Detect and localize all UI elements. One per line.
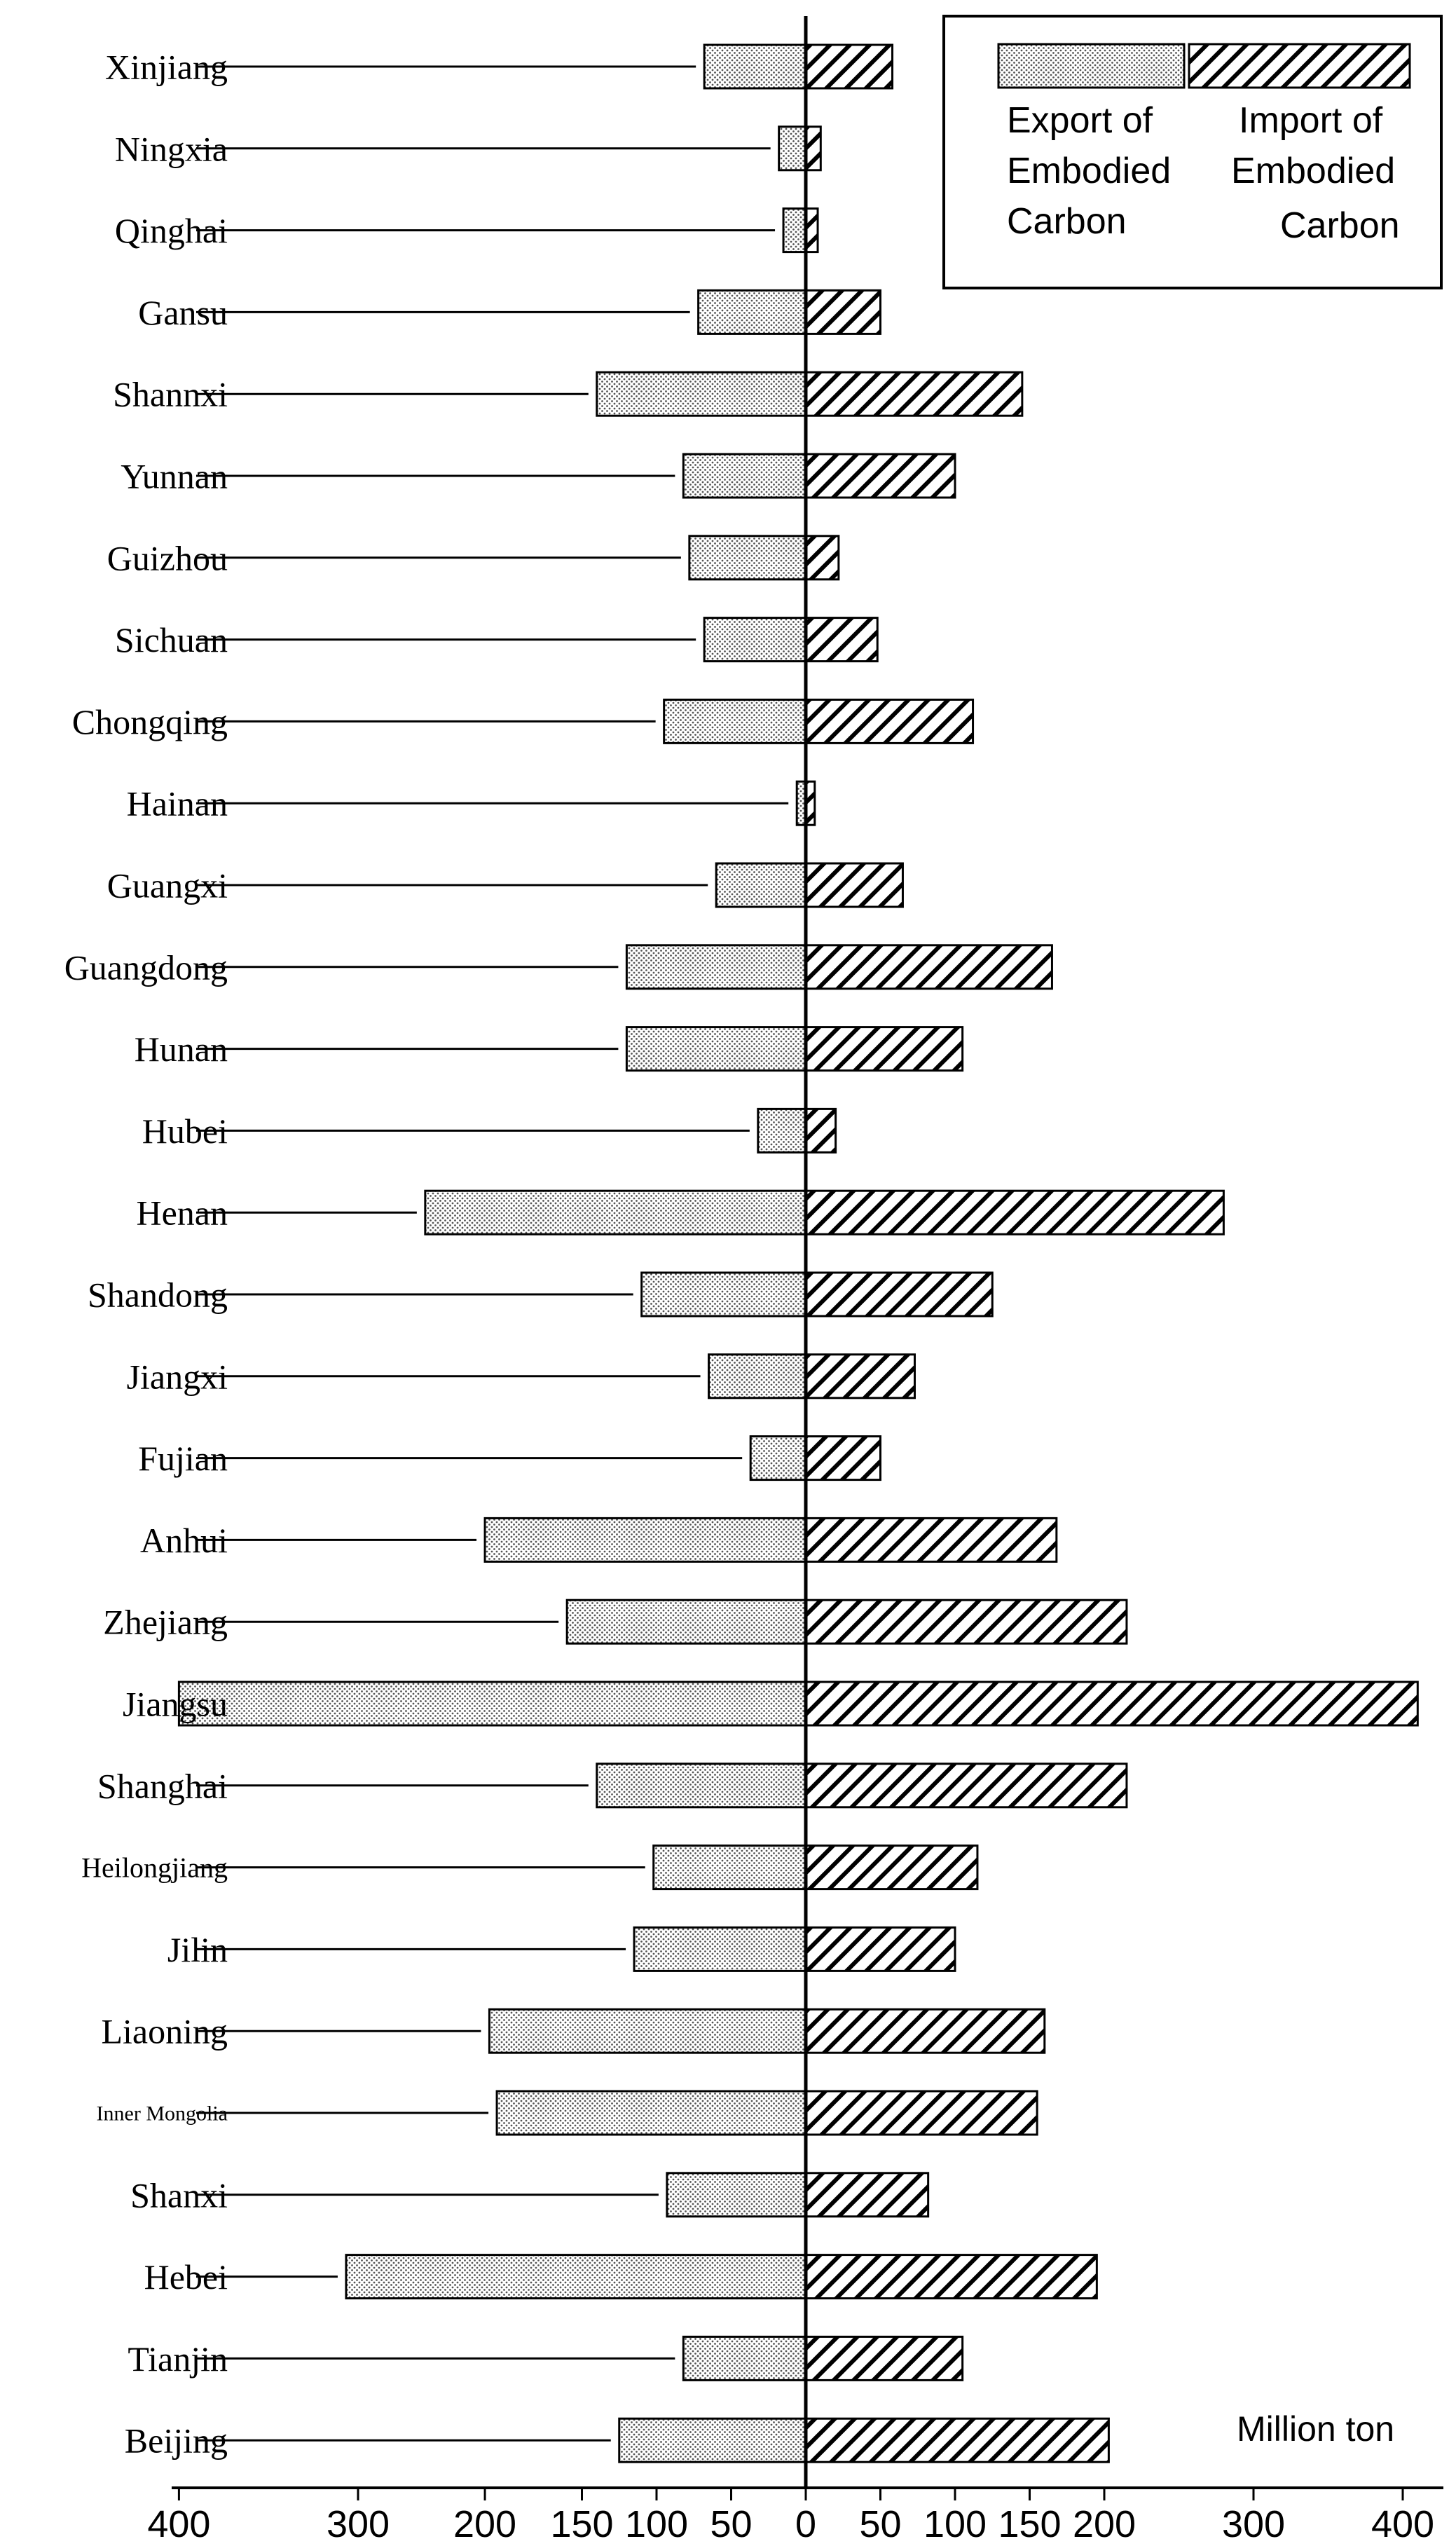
bar-import-anhui <box>806 1518 1057 1561</box>
bar-import-heilongjiang <box>806 1846 977 1889</box>
bar-export-hebei <box>346 2255 806 2299</box>
legend-export-line-1: Export of <box>1007 100 1153 141</box>
bar-import-guangdong <box>806 945 1052 989</box>
category-label-shandong: Shandong <box>88 1275 228 1315</box>
bars-layer <box>179 45 1417 2462</box>
bar-export-jilin <box>634 1927 806 1971</box>
category-label-jiangxi: Jiangxi <box>126 1357 228 1397</box>
category-label-zhejiang: Zhejiang <box>103 1602 228 1642</box>
x-tick-label: 400 <box>1371 2503 1435 2545</box>
bar-export-beijing <box>619 2418 806 2462</box>
bar-import-qinghai <box>806 209 818 252</box>
leader-lines-layer <box>196 67 788 2440</box>
legend-export-line-3: Carbon <box>1007 201 1127 242</box>
x-tick-label: 150 <box>998 2503 1062 2545</box>
category-labels-layer <box>64 48 228 2461</box>
category-label-xinjiang: Xinjiang <box>105 47 228 87</box>
category-label-henan: Henan <box>136 1193 228 1233</box>
bar-export-gansu <box>699 290 806 334</box>
bar-import-shanxi <box>806 2173 928 2217</box>
legend-swatch-import <box>1189 44 1410 88</box>
bar-export-anhui <box>485 1518 806 1561</box>
category-label-tianjin: Tianjin <box>128 2339 228 2379</box>
legend <box>944 16 1441 288</box>
legend-swatch-export <box>998 44 1184 88</box>
bar-export-chongqing <box>664 699 806 743</box>
bar-import-jiangxi <box>806 1355 914 1398</box>
x-tick-label: 200 <box>453 2503 517 2545</box>
bar-import-fujian <box>806 1437 881 1480</box>
bar-export-shanghai <box>597 1764 806 1807</box>
category-label-inner-mongolia: Inner Mongolia <box>96 2102 228 2126</box>
bar-import-chongqing <box>806 699 973 743</box>
category-label-shanxi: Shanxi <box>130 2175 228 2215</box>
bar-export-tianjin <box>683 2336 806 2380</box>
x-tick-label: 100 <box>923 2503 987 2545</box>
bar-import-hunan <box>806 1027 963 1071</box>
bar-export-guangxi <box>716 863 806 907</box>
category-label-hebei: Hebei <box>144 2257 228 2297</box>
bar-import-hubei <box>806 1109 836 1152</box>
category-label-jilin: Jilin <box>167 1929 228 1969</box>
bar-export-shandong <box>642 1273 806 1316</box>
x-tick-label: 100 <box>624 2503 689 2545</box>
category-label-yunnan: Yunnan <box>121 456 228 496</box>
x-tick-label: 50 <box>710 2503 753 2545</box>
bar-export-heilongjiang <box>654 1846 806 1889</box>
bar-export-shanxi <box>667 2173 806 2217</box>
bar-export-henan <box>425 1191 806 1234</box>
category-label-qinghai: Qinghai <box>114 211 228 251</box>
bar-import-sichuan <box>806 618 877 662</box>
bar-export-ningxia <box>779 127 806 170</box>
category-label-beijing: Beijing <box>124 2421 228 2461</box>
category-label-heilongjiang: Heilongjiang <box>81 1852 228 1884</box>
bar-export-qinghai <box>783 209 806 252</box>
category-label-ningxia: Ningxia <box>114 129 228 169</box>
bar-import-hebei <box>806 2255 1097 2299</box>
bar-export-jiangxi <box>709 1355 806 1398</box>
category-label-hubei: Hubei <box>142 1111 228 1151</box>
legend-export-line-2: Embodied <box>1007 151 1172 191</box>
bar-export-inner-mongolia <box>497 2091 806 2135</box>
unit-label: Million ton <box>1237 2409 1395 2449</box>
bar-import-yunnan <box>806 454 955 498</box>
bar-import-guangxi <box>806 863 902 907</box>
category-label-guangxi: Guangxi <box>107 865 228 905</box>
category-label-shannxi: Shannxi <box>113 374 228 414</box>
bar-export-hubei <box>758 1109 806 1152</box>
bar-import-henan <box>806 1191 1223 1234</box>
legend-import-line-2: Embodied <box>1231 151 1396 191</box>
bar-import-liaoning <box>806 2009 1045 2053</box>
category-label-guizhou: Guizhou <box>107 538 228 578</box>
x-tick-label: 300 <box>1221 2503 1286 2545</box>
category-label-hainan: Hainan <box>126 783 228 823</box>
bar-export-guangdong <box>626 945 806 989</box>
x-tick-label: 200 <box>1072 2503 1136 2545</box>
bar-export-jiangsu <box>179 1682 806 1725</box>
legend-import-line-3: Carbon <box>1280 205 1400 246</box>
category-label-gansu: Gansu <box>138 292 228 332</box>
x-tick-label: 50 <box>859 2503 902 2545</box>
category-label-chongqing: Chongqing <box>71 701 228 741</box>
bar-export-yunnan <box>683 454 806 498</box>
bar-import-beijing <box>806 2418 1108 2462</box>
bar-export-sichuan <box>704 618 806 662</box>
bar-export-fujian <box>750 1437 806 1480</box>
category-label-liaoning: Liaoning <box>101 2011 228 2051</box>
x-tick-label: 400 <box>147 2503 211 2545</box>
bar-import-shannxi <box>806 372 1022 416</box>
category-label-guangdong: Guangdong <box>64 947 228 987</box>
bar-export-xinjiang <box>704 45 806 88</box>
bar-export-shannxi <box>597 372 806 416</box>
bar-import-shanghai <box>806 1764 1127 1807</box>
category-label-hunan: Hunan <box>134 1029 228 1069</box>
bar-import-ningxia <box>806 127 820 170</box>
x-tick-label: 0 <box>795 2503 817 2545</box>
bar-import-tianjin <box>806 2336 963 2380</box>
x-axis-ticks-layer <box>147 2488 1434 2545</box>
category-label-sichuan: Sichuan <box>114 620 228 660</box>
bar-import-jilin <box>806 1927 955 1971</box>
category-label-fujian: Fujian <box>138 1439 228 1479</box>
category-label-anhui: Anhui <box>140 1520 228 1560</box>
x-tick-label: 150 <box>550 2503 614 2545</box>
bar-export-guizhou <box>689 536 806 580</box>
bar-export-zhejiang <box>567 1600 806 1643</box>
bar-import-xinjiang <box>806 45 893 88</box>
bar-export-hunan <box>626 1027 806 1071</box>
bar-import-inner-mongolia <box>806 2091 1037 2135</box>
bar-import-gansu <box>806 290 881 334</box>
category-label-jiangsu: Jiangsu <box>123 1684 228 1724</box>
x-tick-label: 300 <box>326 2503 390 2545</box>
bar-export-liaoning <box>489 2009 806 2053</box>
bar-import-guizhou <box>806 536 839 580</box>
legend-import-line-1: Import of <box>1239 100 1383 141</box>
bar-import-shandong <box>806 1273 992 1316</box>
bar-import-jiangsu <box>806 1682 1417 1725</box>
bar-import-zhejiang <box>806 1600 1127 1643</box>
category-label-shanghai: Shanghai <box>97 1766 228 1806</box>
